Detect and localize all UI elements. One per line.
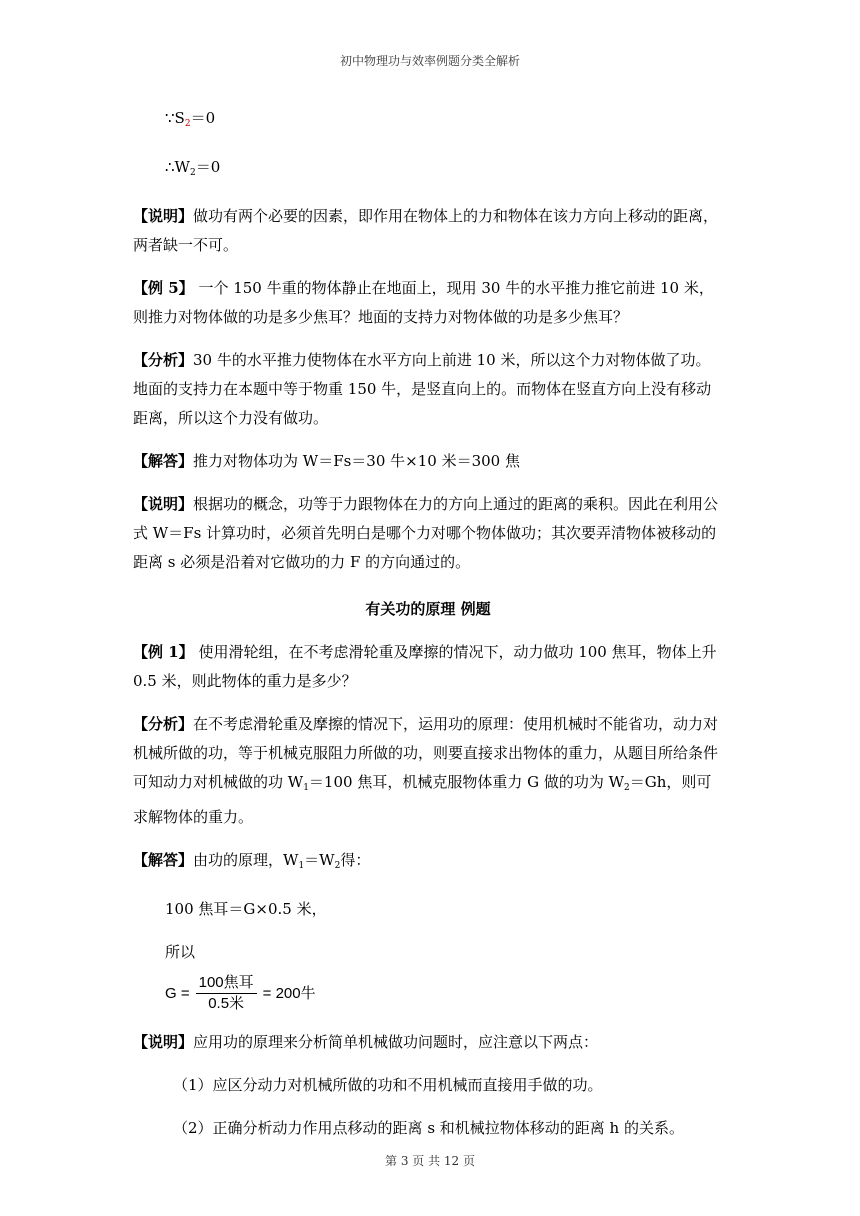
note-paragraph-1: 【说明】做功有两个必要的因素，即作用在物体上的力和物体在该力方向上移动的距离，两者缺一不可。 [133,207,719,254]
analysis-5: 【分析】30 牛的水平推力使物体在水平方向上前进 10 米，所以这个力对物体做了功。地面的支持力在本题中等于物重 150 牛，是竖直向上的。而物体在竖直方向上没有移动距离，所以这个力没有做功。 [133,351,712,427]
analysis-1: 【分析】在不考虑滑轮重及摩擦的情况下，运用功的原理：使用机械时不能省功，动力对机械所做的功，等于机械克服阻力所做的功，则要直接求出物体的重力，从题目所给条件可知动力对机械做的功 $W_1=100$ 焦耳，机械克服物体重力 G 做的功为 $W_2=Gh$，则可求解物体的重力。 [133,715,719,826]
section-title: 有关功的原理 例题 [365,600,491,618]
point-1: （1）应区分动力对机械所做的功和不用机械而直接用手做的功。 [173,1076,603,1094]
document-body [133,104,723,1143]
formula-fraction [196,973,257,1014]
equation-line: 100 焦耳＝G×0.5 米， [165,900,327,918]
because-line: $\because S_2=0$ [165,109,216,129]
point-2: （2）正确分析动力作用点移动的距离 s 和机械拉物体移动的距离 h 的关系。 [173,1119,684,1137]
answer-5: 【解答】推力对物体功为 W＝Fs＝30 牛×10 米＝300 焦 [133,452,520,470]
page-footer: 第 3 页 共 12 页 [385,1154,475,1168]
formula-numerator: 100焦耳 [196,973,257,994]
page-header: 初中物理功与效率例题分类全解析 [339,54,520,68]
gravity-formula [165,973,723,1014]
formula-denominator: 0.5米 [208,995,245,1012]
answer-1: 【解答】由功的原理，$W_1=W_2$得： [133,851,371,871]
example-1: 【例 1】 使用滑轮组，在不考虑滑轮重及摩擦的情况下，动力做功 100 焦耳，物体上升 0.5 米，则此物体的重力是多少？ [133,643,717,690]
note-paragraph-2: 【说明】根据功的概念，功等于力跟物体在力的方向上通过的距离的乘积。因此在利用公式 W＝Fs 计算功时，必须首先明白是哪个力对哪个物体做功；其次要弄清物体被移动的距离 s 必须是沿着对它做功的力 F 的方向通过的。 [133,495,719,571]
so-line: 所以 [165,943,196,961]
formula-rhs: = 200牛 [262,985,316,1002]
therefore-line: $\therefore W_2=0$ [165,158,221,178]
formula-lhs: G = [165,985,190,1002]
note-paragraph-3: 【说明】应用功的原理来分析简单机械做功问题时，应注意以下两点： [133,1033,599,1051]
example-5: 【例 5】 一个 150 牛重的物体静止在地面上，现用 30 牛的水平推力推它前进 10 米，则推力对物体做的功是多少焦耳？地面的支持力对物体做的功是多少焦耳？ [133,279,714,326]
